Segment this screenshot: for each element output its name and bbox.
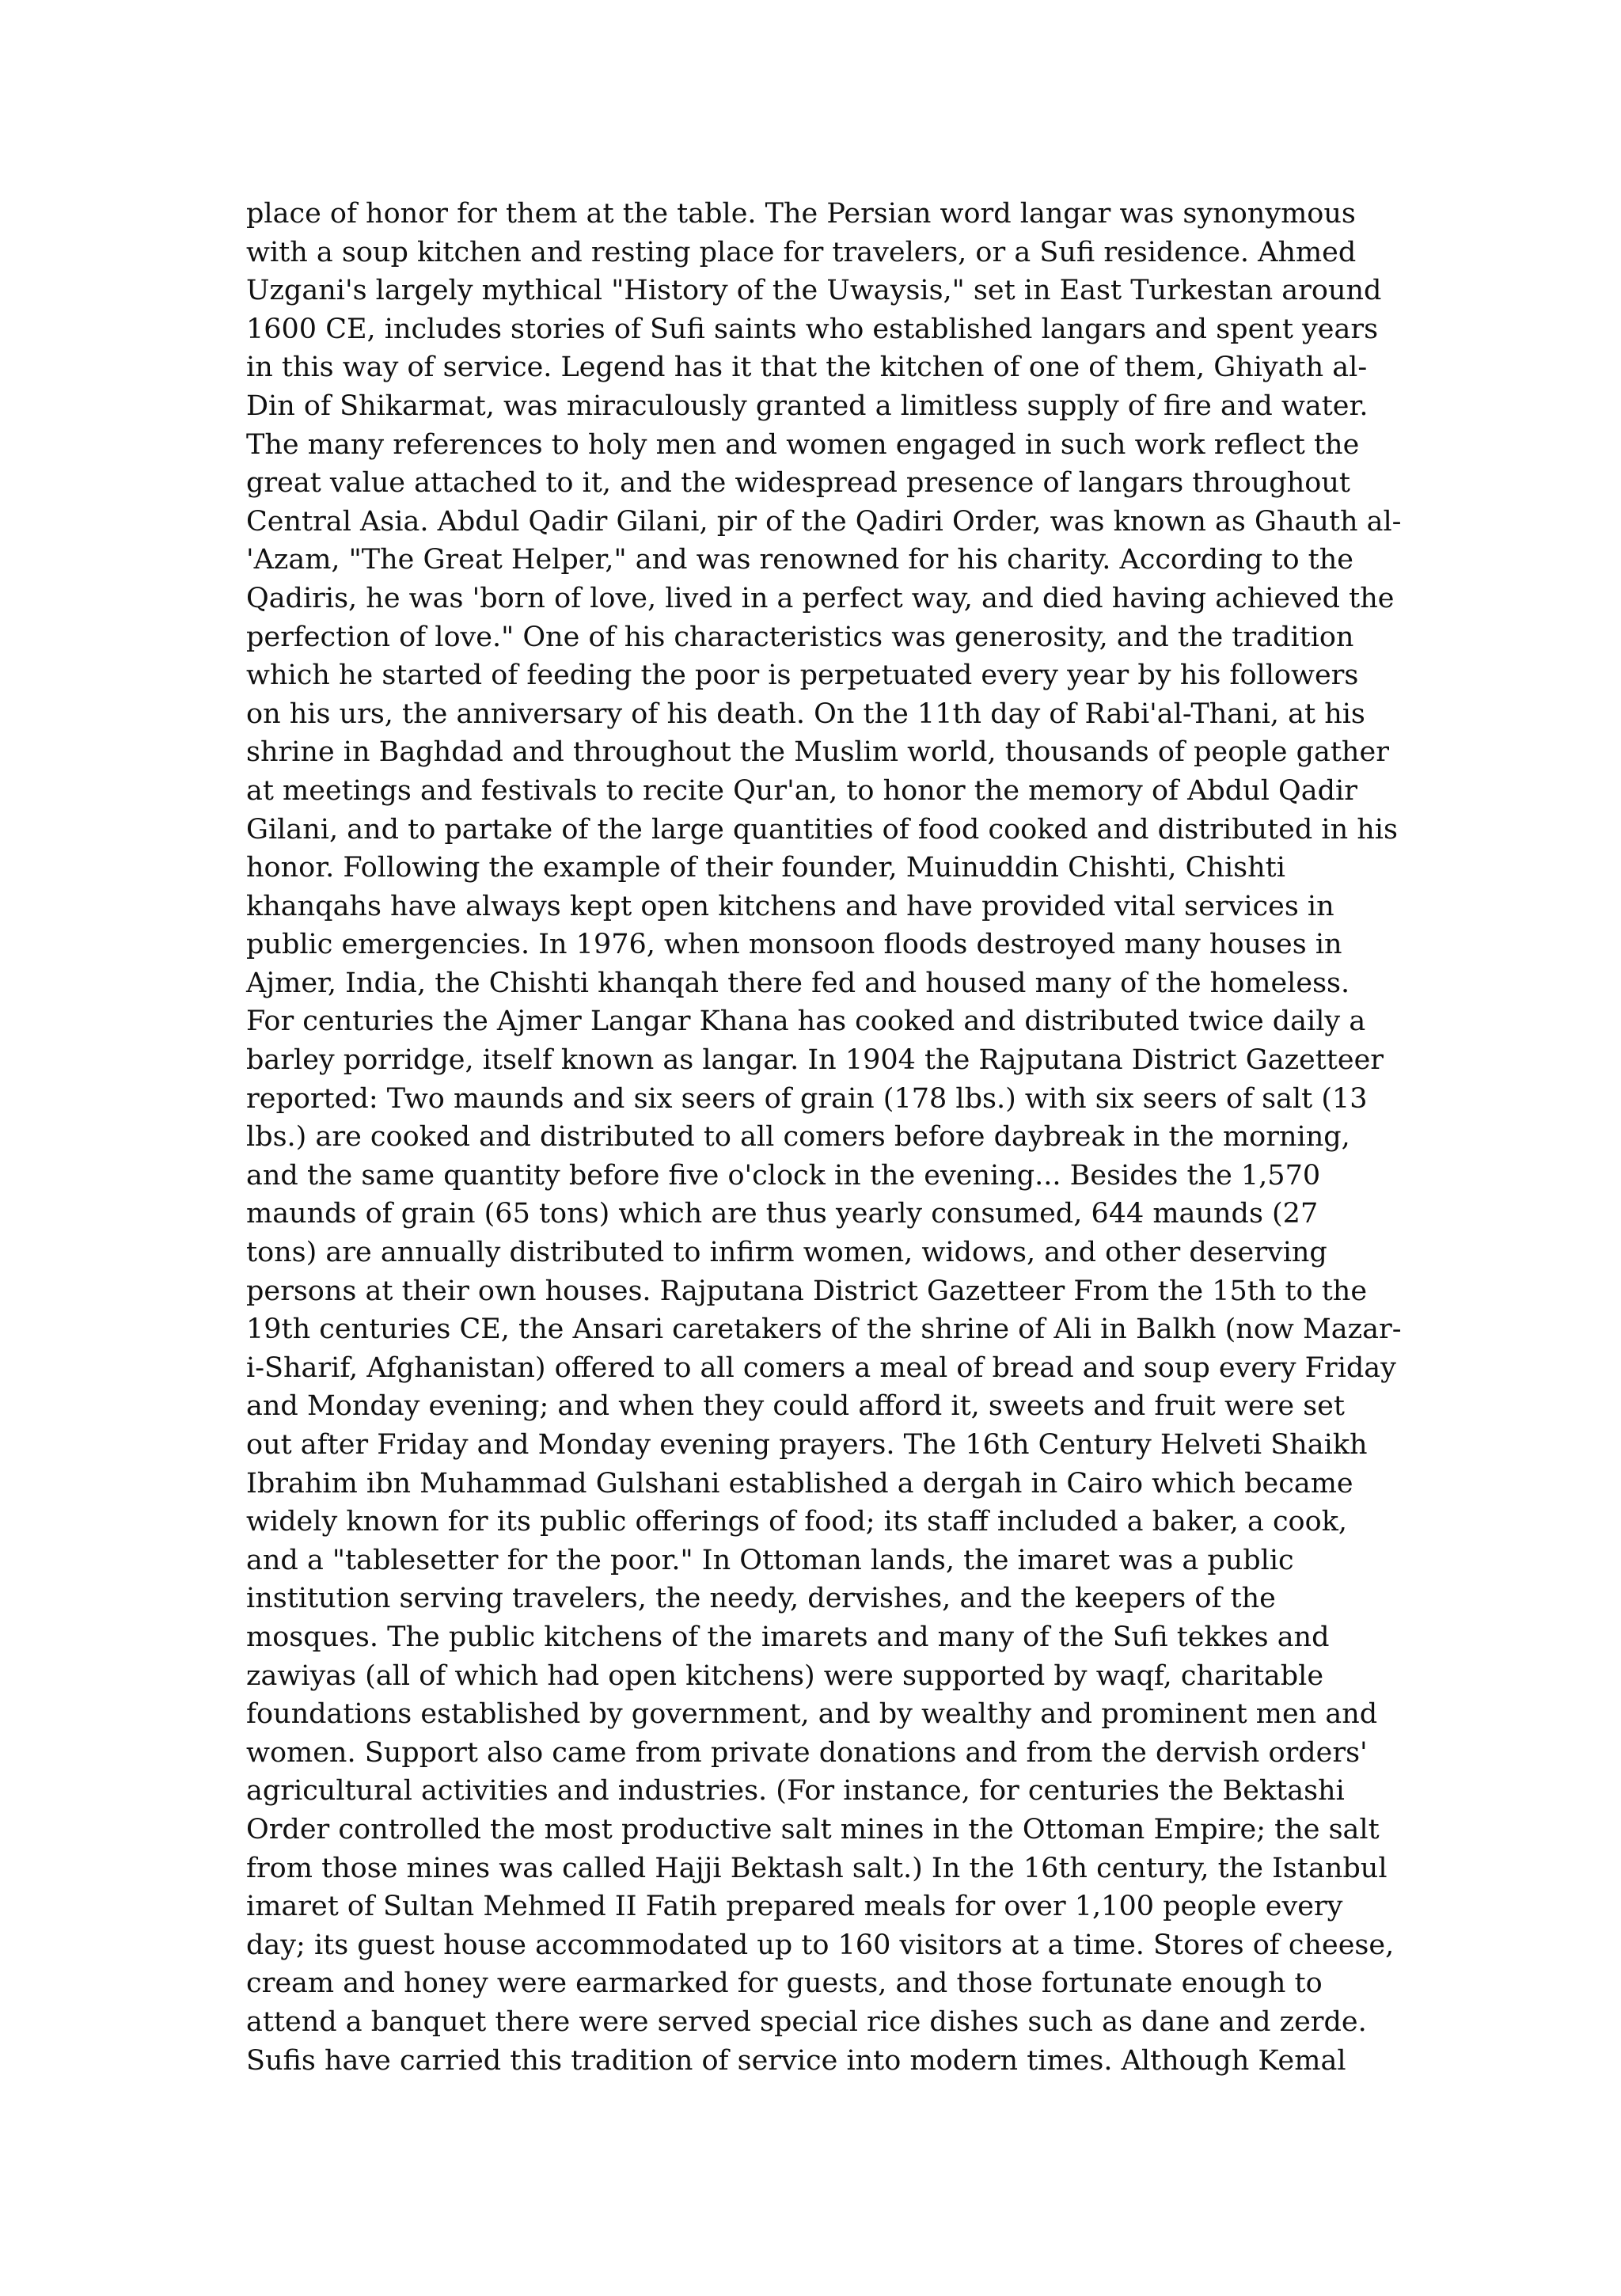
text-line: 19th centuries CE, the Ansari caretakers of the shrine of Ali in Balkh (now Mazar- (246, 1313, 1402, 1346)
text-line: with a soup kitchen and resting place for travelers, or a Sufi residence. Ahmed (246, 236, 1357, 268)
text-line: Qadiris, he was 'born of love, lived in a perfect way, and died having achieved the (246, 582, 1395, 614)
text-line: widely known for its public offerings of food; its staff included a baker, a cook, (246, 1506, 1348, 1538)
text-line: mosques. The public kitchens of the imarets and many of the Sufi tekkes and (246, 1621, 1330, 1653)
body-paragraph (246, 195, 1402, 2080)
text-line: and a "tablesetter for the poor." In Ottoman lands, the imaret was a public (246, 1544, 1294, 1576)
text-line: institution serving travelers, the needy, dervishes, and the keepers of the (246, 1583, 1276, 1615)
text-line: from those mines was called Hajji Bektash salt.) In the 16th century, the Istanbul (246, 1852, 1388, 1884)
text-line: place of honor for them at the table. The Persian word langar was synonymous (246, 198, 1356, 230)
text-line: Sufis have carried this tradition of service into modern times. Although Kemal (246, 2044, 1346, 2077)
text-line: Ajmer, India, the Chishti khanqah there fed and housed many of the homeless. (246, 967, 1350, 999)
text-line: Central Asia. Abdul Qadir Gilani, pir of the Qadiri Order, was known as Ghauth al- (246, 505, 1402, 538)
text-line: on his urs, the anniversary of his death. On the 11th day of Rabi'al-Thani, at his (246, 698, 1365, 730)
text-line: and Monday evening; and when they could afford it, sweets and fruit were set (246, 1390, 1345, 1423)
text-line: attend a banquet there were served special rice dishes such as dane and zerde. (246, 2005, 1367, 2038)
text-line: Gilani, and to partake of the large quantities of food cooked and distributed in his (246, 813, 1398, 846)
text-line: shrine in Baghdad and throughout the Muslim world, thousands of people gather (246, 736, 1389, 769)
text-line: great value attached to it, and the widespread presence of langars throughout (246, 467, 1350, 500)
text-line: Uzgani's largely mythical "History of the Uwaysis," set in East Turkestan around (246, 275, 1382, 307)
text-line: women. Support also came from private donations and from the dervish orders' (246, 1736, 1368, 1769)
text-line: khanqahs have always kept open kitchens and have provided vital services in (246, 890, 1334, 922)
text-line: i-Sharif, Afghanistan) offered to all comers a meal of bread and soup every Friday (246, 1351, 1396, 1384)
text-line: imaret of Sultan Mehmed II Fatih prepared meals for over 1,100 people every (246, 1891, 1343, 1923)
text-line: barley porridge, itself known as langar. In 1904 the Rajputana District Gazetteer (246, 1044, 1384, 1077)
text-line: 'Azam, "The Great Helper," and was renowned for his charity. According to the (246, 544, 1353, 576)
text-line: lbs.) are cooked and distributed to all comers before daybreak in the morning, (246, 1121, 1350, 1154)
text-line: foundations established by government, and by wealthy and prominent men and (246, 1698, 1378, 1731)
text-line: which he started of feeding the poor is perpetuated every year by his followers (246, 660, 1359, 692)
text-line: persons at their own houses. Rajputana District Gazetteer From the 15th to the (246, 1275, 1368, 1307)
text-line: cream and honey were earmarked for guests, and those fortunate enough to (246, 1967, 1323, 2000)
text-line: reported: Two maunds and six seers of grain (178 lbs.) with six seers of salt (13 (246, 1082, 1368, 1115)
text-line: in this way of service. Legend has it that the kitchen of one of them, Ghiyath al- (246, 352, 1368, 384)
text-line: For centuries the Ajmer Langar Khana has cooked and distributed twice daily a (246, 1005, 1366, 1038)
text-line: day; its guest house accommodated up to 160 visitors at a time. Stores of cheese, (246, 1929, 1395, 1961)
text-line: at meetings and festivals to recite Qur'an, to honor the memory of Abdul Qadir (246, 774, 1357, 807)
text-line: Order controlled the most productive salt mines in the Ottoman Empire; the salt (246, 1813, 1380, 1846)
text-line: The many references to holy men and women engaged in such work reflect the (246, 428, 1360, 461)
text-line: and the same quantity before five o'clock in the evening... Besides the 1,570 (246, 1159, 1321, 1192)
text-line: 1600 CE, includes stories of Sufi saints who established langars and spent years (246, 313, 1379, 345)
text-line: Din of Shikarmat, was miraculously granted a limitless supply of fire and water. (246, 390, 1369, 422)
text-line: public emergencies. In 1976, when monsoon floods destroyed many houses in (246, 929, 1342, 961)
text-line: Ibrahim ibn Muhammad Gulshani established a dergah in Cairo which became (246, 1467, 1353, 1500)
text-line: zawiyas (all of which had open kitchens) were supported by waqf, charitable (246, 1659, 1324, 1692)
text-line: out after Friday and Monday evening prayers. The 16th Century Helveti Shaikh (246, 1429, 1368, 1461)
text-line: honor. Following the example of their founder, Muinuddin Chishti, Chishti (246, 852, 1285, 884)
text-line: agricultural activities and industries. (For instance, for centuries the Bektashi (246, 1775, 1345, 1808)
text-line: tons) are annually distributed to infirm women, widows, and other deserving (246, 1237, 1327, 1269)
text-line: maunds of grain (65 tons) which are thus yearly consumed, 644 maunds (27 (246, 1198, 1319, 1230)
text-line: perfection of love." One of his characteristics was generosity, and the tradition (246, 621, 1354, 653)
